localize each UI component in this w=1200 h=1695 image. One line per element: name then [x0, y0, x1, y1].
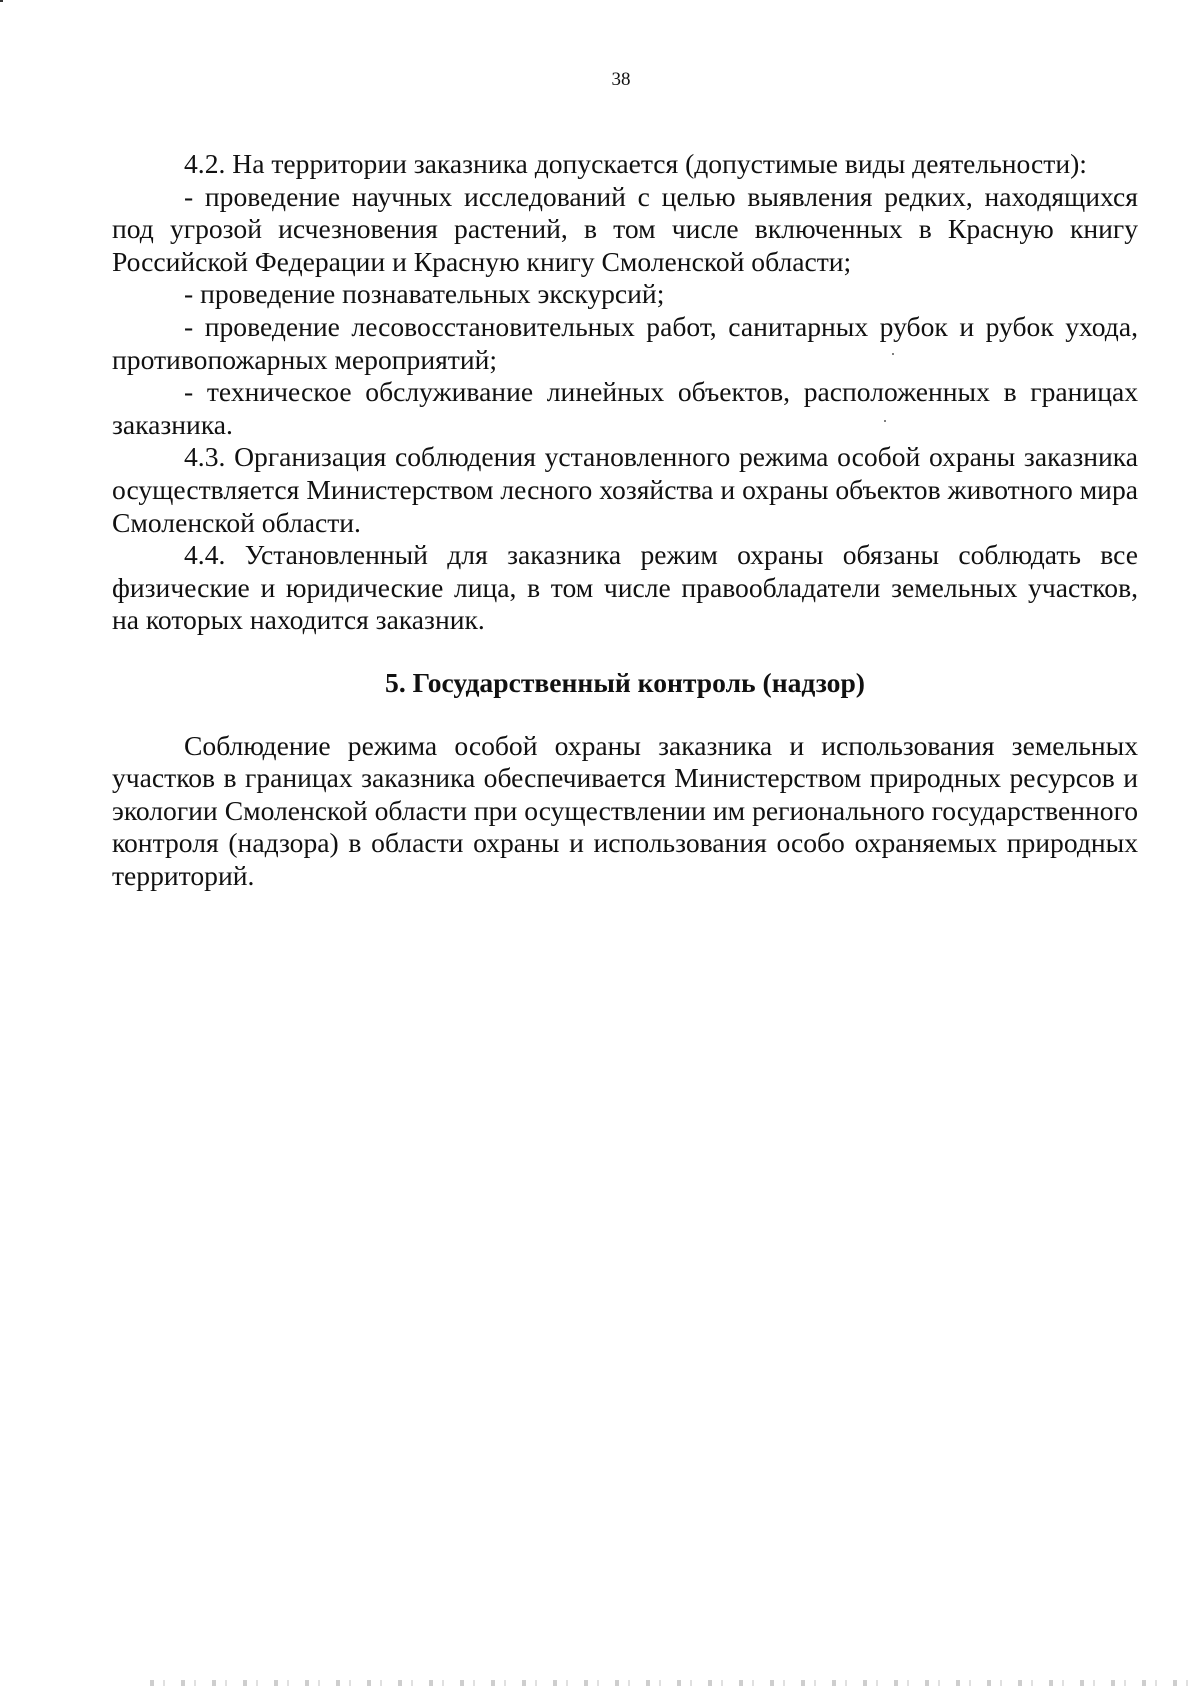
- list-item-excursions: - проведение познавательных экскурсий;: [184, 278, 665, 310]
- page-number: 38: [611, 69, 631, 90]
- scan-speck: [884, 420, 886, 422]
- scan-edge-mark: [0, 0, 3, 2]
- list-item-research: - проведение научных исследований с целью выявления редких, находящихся под угрозой исчезновения растений, в том числе включенных в Красную книгу Российской Федерации и Красную книгу Смоленской области;: [112, 180, 1138, 277]
- paragraph-4-3: 4.3. Организация соблюдения установленного режима особой охраны заказника осуществляется Министерством лесного хозяйства и охраны объектов животного мира Смоленской области.: [112, 441, 1138, 538]
- scan-speck: [892, 353, 894, 355]
- list-item-maintenance: - техническое обслуживание линейных объектов, расположенных в границах заказника.: [112, 376, 1138, 440]
- paragraph-4-2: 4.2. На территории заказника допускается (допустимые виды деятельности):: [184, 148, 1087, 179]
- paragraph-4-4: 4.4. Установленный для заказника режим охраны обязаны соблюдать все физические и юридические лица, в том числе правообладатели земельных участков, на которых находится заказник.: [112, 539, 1138, 636]
- list-item-forestry-works: - проведение лесовосстановительных работ, санитарных рубок и рубок ухода, противопожарных мероприятий;: [112, 310, 1138, 375]
- section-5-paragraph: Соблюдение режима особой охраны заказника и использования земельных участков в границах заказника обеспечивается Министерством природных ресурсов и экологии Смоленской области при осуществлении им регионального государственного контроля (надзора) в области охраны и использования особо охраняемых природных территорий.: [112, 729, 1138, 891]
- section-heading: 5. Государственный контроль (надзор): [385, 666, 865, 698]
- document-body: [112, 148, 1138, 892]
- scan-bottom-noise: [150, 1680, 1200, 1686]
